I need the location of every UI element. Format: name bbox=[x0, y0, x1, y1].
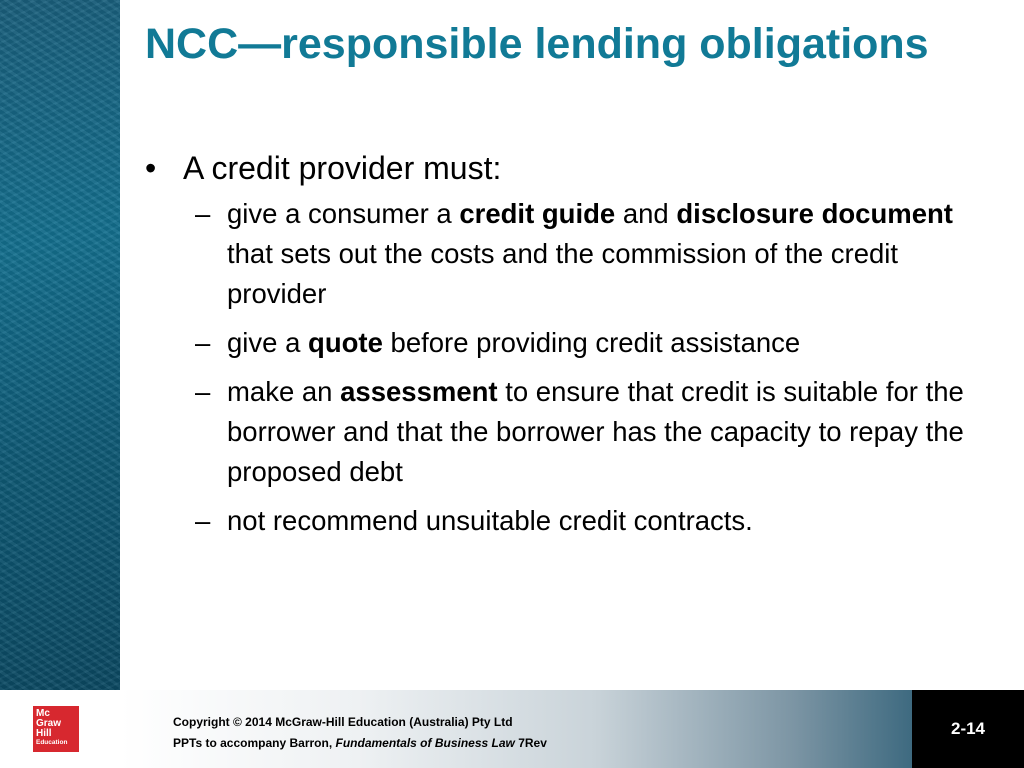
dash-icon: – bbox=[195, 376, 211, 407]
sub-point bbox=[145, 372, 1005, 492]
dash-icon: – bbox=[195, 505, 211, 536]
sub-point-text: before providing credit assistance bbox=[382, 327, 801, 358]
footer-copyright-block bbox=[173, 712, 547, 754]
sub-point-text: make an bbox=[227, 376, 341, 407]
sub-point-text: not recommend unsuitable credit contracts. bbox=[227, 505, 753, 536]
slide-content bbox=[145, 148, 1005, 550]
slide-footer bbox=[0, 690, 1024, 768]
emphasized-term: disclosure document bbox=[676, 198, 953, 229]
bullet-icon: • bbox=[145, 150, 157, 186]
decorative-sidebar bbox=[0, 0, 120, 690]
slide-title: NCC—responsible lending obligations bbox=[145, 20, 929, 68]
copyright-text: Copyright © 2014 McGraw-Hill Education (Australia) Pty Ltd bbox=[173, 715, 513, 729]
page-number-box bbox=[912, 690, 1024, 768]
edition-text: 7Rev bbox=[514, 736, 547, 750]
page-number: 2-14 bbox=[950, 719, 986, 738]
ppt-credit-line bbox=[173, 733, 547, 754]
logo-area bbox=[0, 690, 120, 768]
mcgraw-hill-logo bbox=[33, 706, 79, 752]
dash-icon: – bbox=[195, 327, 211, 358]
sub-point-text: to ensure that credit is suitable for the borrower and that the borrower has the capacity to repay the proposed debt bbox=[227, 376, 964, 487]
ppt-prefix: PPTs to accompany Barron, bbox=[173, 736, 336, 750]
sub-point bbox=[145, 323, 1005, 363]
sub-point-text: and bbox=[615, 198, 677, 229]
sub-point-text: that sets out the costs and the commission of the credit provider bbox=[227, 238, 899, 309]
sub-point bbox=[145, 194, 1005, 314]
book-title: Fundamentals of Business Law bbox=[335, 736, 515, 750]
logo-line-4: Education bbox=[36, 739, 68, 746]
sub-point-text: give a consumer a bbox=[227, 198, 460, 229]
emphasized-term: assessment bbox=[340, 376, 498, 407]
logo-line-1: Mc bbox=[36, 708, 50, 719]
emphasized-term: credit guide bbox=[459, 198, 616, 229]
sub-point bbox=[145, 501, 1005, 541]
main-bullet-point bbox=[145, 148, 1005, 188]
logo-line-3: Hill bbox=[36, 728, 52, 739]
logo-line-2: Graw bbox=[36, 718, 62, 729]
dash-icon: – bbox=[195, 198, 211, 229]
emphasized-term: quote bbox=[308, 327, 383, 358]
main-point-text: A credit provider must: bbox=[183, 150, 502, 186]
sub-point-text: give a bbox=[227, 327, 309, 358]
sub-point-list bbox=[145, 194, 1005, 541]
